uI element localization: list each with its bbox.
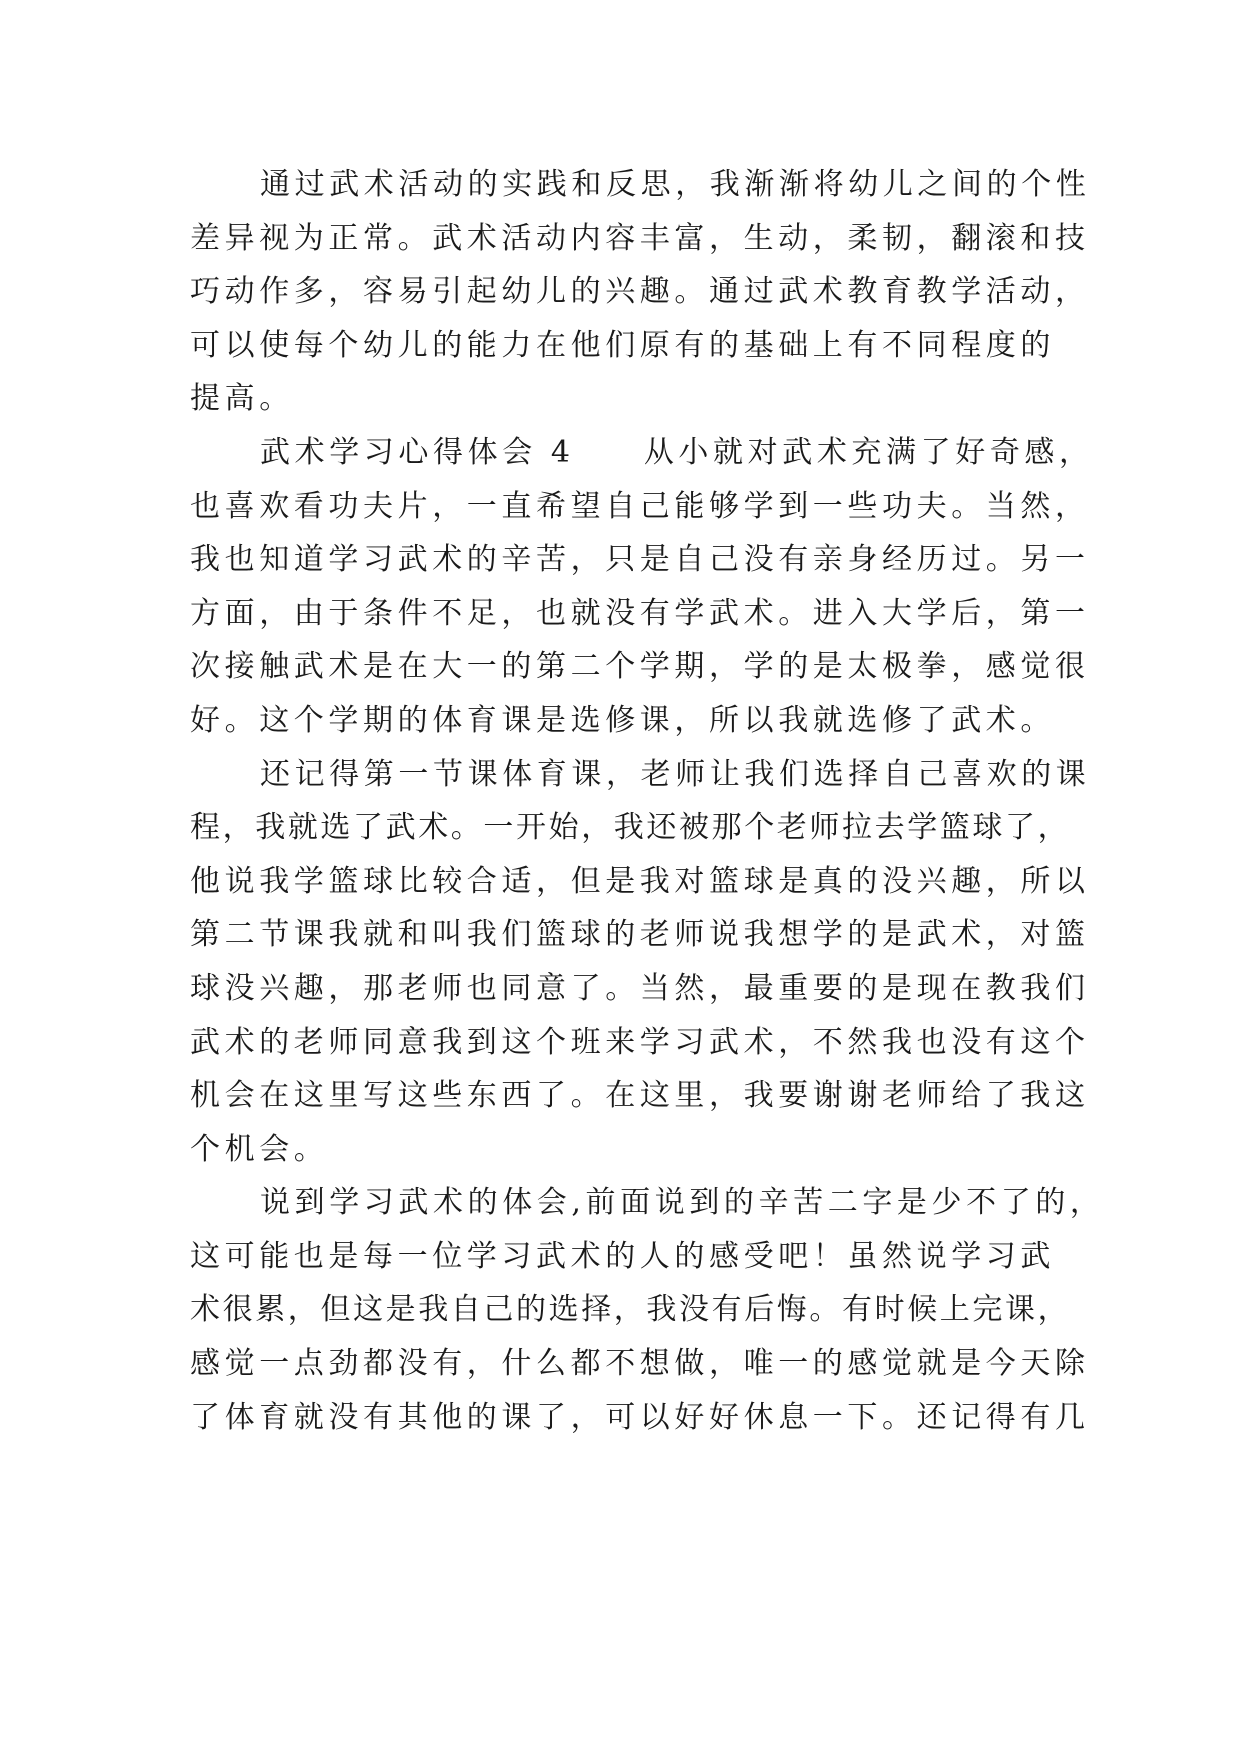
text-line: 我也知道学习武术的辛苦，只是自己没有亲身经历过。另一 [190, 542, 1090, 578]
text-line: 感觉一点劲都没有，什么都不想做，唯一的感觉就是今天除 [190, 1346, 1090, 1382]
text-line: 说到学习武术的体会,前面说到的辛苦二字是少不了的， [260, 1185, 1105, 1221]
text-line: 提高。 [190, 381, 294, 417]
text-line: 武术学习心得体会 4 从小就对武术充满了好奇感， [260, 434, 1094, 470]
body-text [190, 158, 1105, 1444]
text-line: 这可能也是每一位学习武术的人的感受吧！虽然说学习武 [190, 1238, 1055, 1274]
text-line: 也喜欢看功夫片，一直希望自己能够学到一些功夫。当然， [190, 488, 1090, 524]
text-line: 他说我学篮球比较合适，但是我对篮球是真的没兴趣，所以 [190, 863, 1090, 899]
text-line: 还记得第一节课体育课，老师让我们选择自己喜欢的课 [260, 756, 1091, 792]
text-line: 第二节课我就和叫我们篮球的老师说我想学的是武术，对篮 [190, 917, 1090, 953]
text-line: 球没兴趣，那老师也同意了。当然，最重要的是现在教我们 [190, 970, 1090, 1006]
text-line: 次接触武术是在大一的第二个学期，学的是太极拳，感觉很 [190, 649, 1090, 685]
text-line: 程，我就选了武术。一开始，我还被那个老师拉去学篮球了， [190, 810, 1071, 846]
text-line: 机会在这里写这些东西了。在这里，我要谢谢老师给了我这 [190, 1078, 1090, 1114]
text-line: 可以使每个幼儿的能力在他们原有的基础上有不同程度的 [190, 327, 1055, 363]
text-line: 通过武术活动的实践和反思，我渐渐将幼儿之间的个性 [260, 167, 1091, 202]
text-line: 差异视为正常。武术活动内容丰富，生动，柔韧，翻滚和技 [190, 220, 1090, 256]
text-line: 武术的老师同意我到这个班来学习武术，不然我也没有这个 [190, 1024, 1090, 1060]
text-line: 个机会。 [190, 1131, 329, 1167]
text-line: 了体育就没有其他的课了，可以好好休息一下。还记得有几 [190, 1399, 1090, 1435]
text-line: 好。这个学期的体育课是选修课，所以我就选修了武术。 [190, 702, 1055, 738]
text-line: 方面，由于条件不足，也就没有学武术。进入大学后，第一 [190, 595, 1090, 631]
text-line: 巧动作多，容易引起幼儿的兴趣。通过武术教育教学活动， [190, 274, 1090, 310]
text-line: 术很累，但这是我自己的选择，我没有后悔。有时候上完课， [190, 1292, 1071, 1328]
